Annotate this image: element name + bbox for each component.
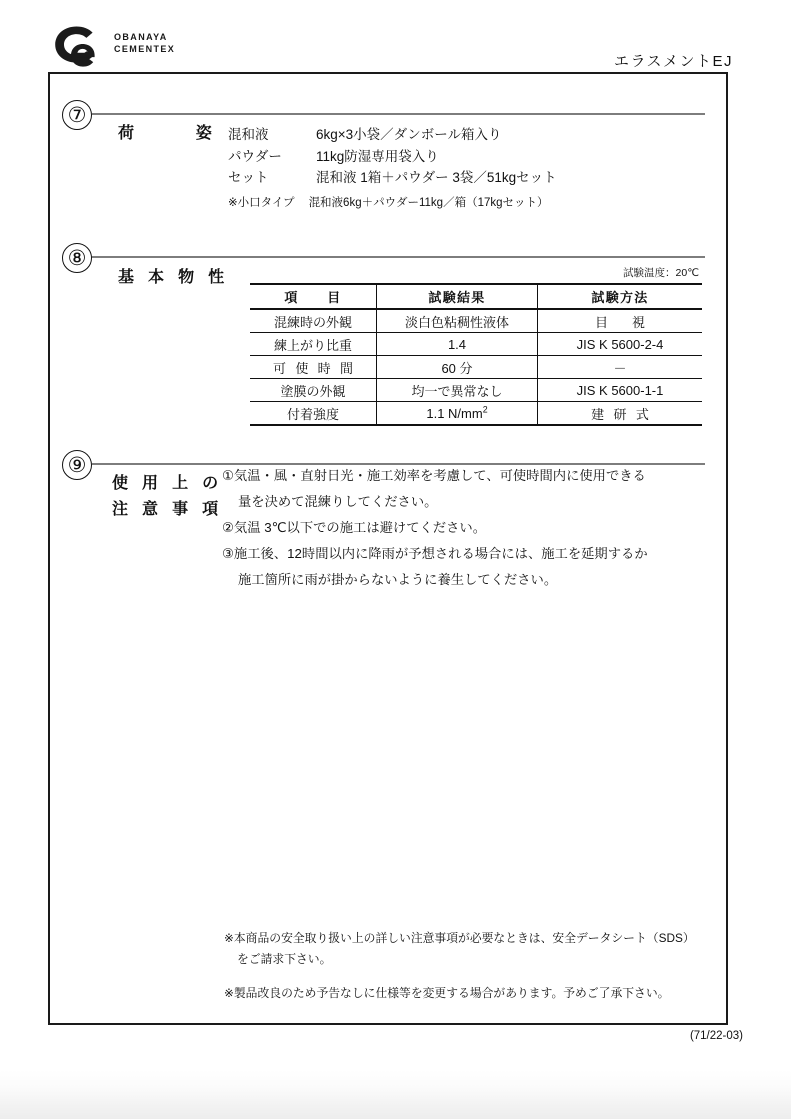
note-text: ③施工後、12時間以内に降雨が予想される場合には、施工を延期するか — [222, 546, 648, 561]
packaging-label: パウダー — [228, 148, 282, 164]
section-7-rule — [92, 113, 705, 115]
cell-result: 均一で異常なし — [377, 379, 538, 402]
table-row — [250, 356, 702, 379]
cell-method: 目 視 — [538, 309, 703, 333]
product-title: エラスメントEJ — [613, 53, 733, 70]
note-value: 混和液6kg＋パウダー11kg／箱（17kgセット） — [308, 197, 549, 209]
footer-note-text-continued: をご請求下さい。 — [237, 952, 332, 966]
cell-item: 練上がり比重 — [250, 333, 377, 356]
note-text-continued: 量を決めて混練りしてください。 — [238, 494, 438, 509]
note-text: ①気温・風・直射日光・施工効率を考慮して、可使時間内に使用できる — [222, 468, 646, 483]
cell-item: 塗膜の外観 — [250, 379, 377, 402]
list-item — [222, 541, 702, 593]
packaging-value: 6kg×3小袋／ダンボール箱入り — [316, 127, 502, 142]
table-header-row — [250, 284, 702, 309]
cell-item: 可 使 時 間 — [250, 356, 377, 379]
footer-note-spec-change — [224, 983, 704, 1004]
footer-notes — [224, 928, 704, 1017]
basic-properties-table — [250, 283, 702, 426]
cell-method: － — [538, 356, 703, 379]
packaging-value: 混和液 1箱＋パウダー 3袋／51kgセット — [316, 170, 557, 185]
section-number-7: ⑦ — [62, 100, 92, 130]
cell-result: 60 分 — [377, 356, 538, 379]
company-logo — [52, 24, 282, 68]
list-item — [228, 123, 698, 145]
note-label: ※小口タイプ — [228, 197, 295, 209]
packaging-list — [228, 123, 698, 188]
section-number-8: ⑧ — [62, 243, 92, 273]
section-9-title-line-2: 注 意 事 項 — [112, 501, 223, 518]
cell-method: JIS K 5600-1-1 — [538, 379, 703, 402]
table-row — [250, 333, 702, 356]
logo-line-2: CEMENTEX — [114, 43, 176, 54]
cell-method: 建 研 式 — [538, 402, 703, 426]
section-9-title-line-1: 使 用 上 の — [112, 475, 223, 492]
obanaya-cementex-logo-icon — [52, 24, 108, 68]
section-8-rule — [92, 256, 705, 258]
section-number-9: ⑨ — [62, 450, 92, 480]
list-item — [222, 515, 702, 541]
table-row — [250, 379, 702, 402]
cell-result: 淡白色粘稠性液体 — [377, 309, 538, 333]
packaging-label: 混和液 — [228, 127, 269, 142]
table-row — [250, 402, 702, 426]
document-code: (71/22-03) — [689, 1030, 743, 1042]
footer-note-sds — [224, 928, 704, 970]
cell-item: 混練時の外観 — [250, 309, 377, 333]
section-7-title: 荷 姿 — [118, 125, 222, 142]
table-row — [250, 309, 702, 333]
cell-result: 1.1 $N/mm^2$ — [377, 402, 538, 426]
footer-note-text: ※本商品の安全取り扱い上の詳しい注意事項が必要なときは、安全データシート（SDS） — [224, 931, 695, 945]
logo-line-1: OBANAYA — [114, 32, 168, 42]
packaging-small-type-note — [228, 194, 549, 210]
packaging-value: 11kg防湿専用袋入り — [316, 148, 439, 164]
list-item — [228, 145, 698, 167]
column-header-item: 項 目 — [250, 284, 377, 309]
section-8-title: 基 本 物 性 — [118, 269, 229, 286]
logo-wordmark — [114, 32, 175, 55]
packaging-label: セット — [228, 170, 269, 185]
usage-notes-list — [222, 463, 702, 593]
cell-method: JIS K 5600-2-4 — [538, 333, 703, 356]
note-text-continued: 施工箇所に雨が掛からないように養生してください。 — [238, 572, 558, 587]
column-header-result: 試験結果 — [377, 284, 538, 309]
footer-note-text: ※製品改良のため予告なしに仕様等を変更する場合があります。予めご了承下さい。 — [224, 986, 670, 1000]
list-item — [228, 166, 698, 188]
cell-item: 付着強度 — [250, 402, 377, 426]
column-header-method: 試験方法 — [538, 284, 703, 309]
note-text: ②気温 3℃以下での施工は避けてください。 — [222, 520, 486, 535]
test-temperature-note: 試験温度：20℃ — [623, 267, 699, 279]
page-bottom-shadow — [0, 1070, 791, 1119]
list-item — [222, 463, 702, 515]
cell-result: 1.4 — [377, 333, 538, 356]
